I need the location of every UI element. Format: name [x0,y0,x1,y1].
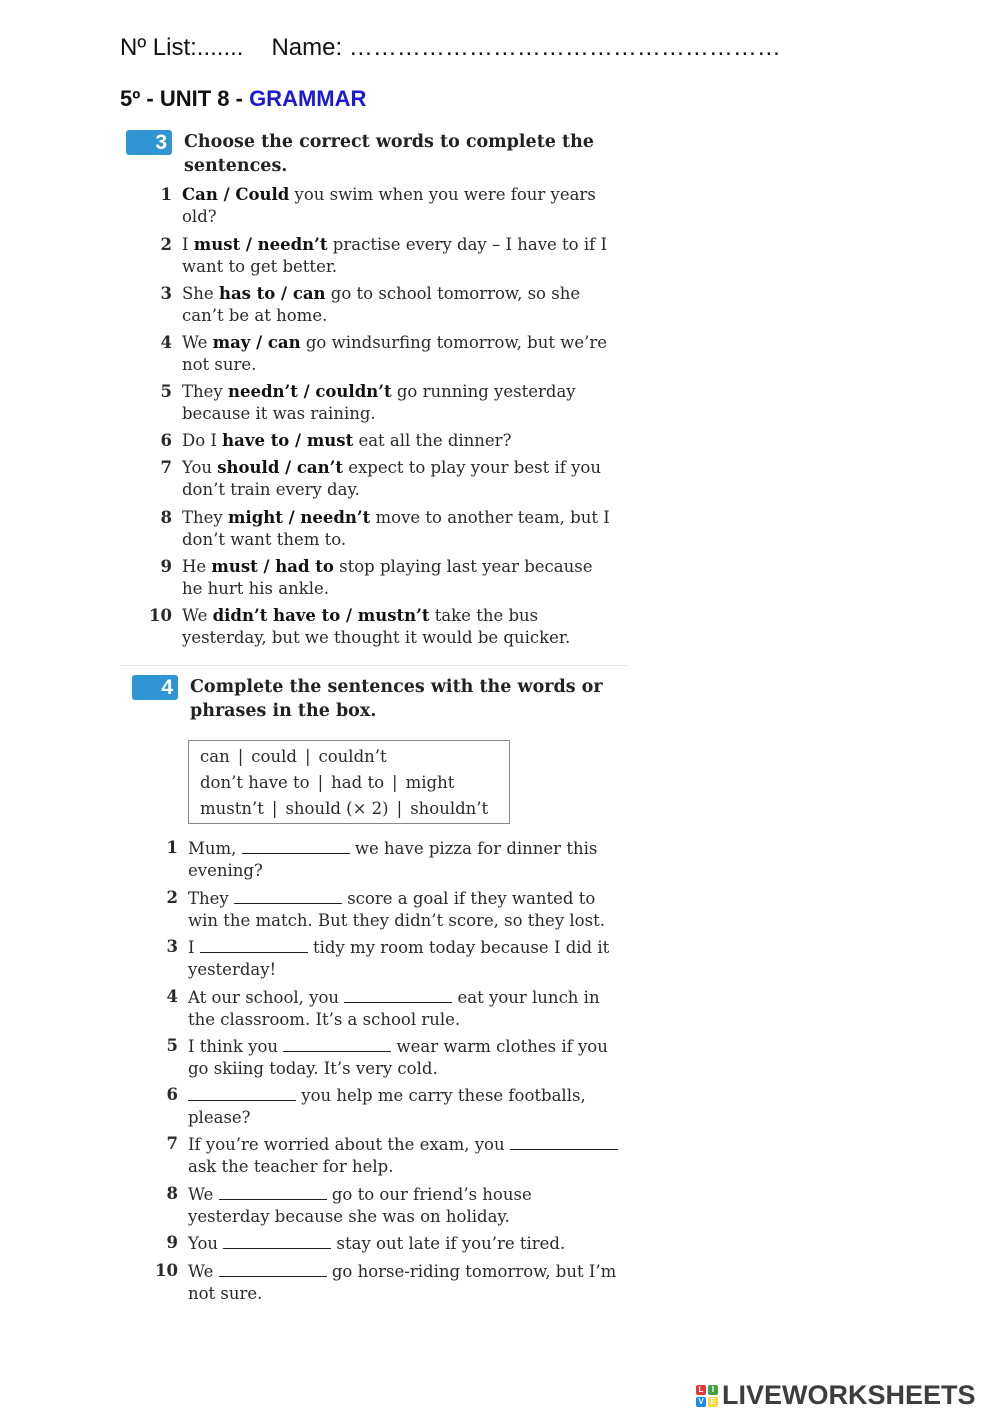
logo-letter: I [708,1385,718,1395]
item-number: 10 [155,1261,178,1280]
word-option: shouldn’t [410,799,489,818]
exercise-3-item [142,507,612,551]
exercise-4-heading [132,675,620,723]
exercise-3-item [142,283,612,327]
item-text: You should / can’t expect to play your best if you don’t train every day. [182,458,601,499]
exercise-3-badge: 3 [126,130,172,155]
choice-options[interactable]: needn’t / couldn’t [227,382,392,401]
word-option: couldn’t [318,747,387,766]
item-text: If you’re worried about the exam, you ask the teacher for help. [188,1133,618,1178]
item-text: Can / Could you swim when you were four years old? [182,185,596,226]
answer-blank[interactable] [510,1133,618,1150]
choice-options[interactable]: may / can [212,333,301,352]
logo-letter: L [696,1385,706,1395]
exercise-4-item [148,1084,618,1129]
name-field[interactable]: Name: ……………………………………………… [271,34,781,61]
item-number: 6 [166,1085,178,1104]
item-text: I tidy my room today because I did it yesterday! [188,938,610,979]
exercise-4-item [148,936,618,981]
choice-options[interactable]: must / needn’t [193,235,328,254]
exercise-4-item [148,1133,618,1178]
item-text: you help me carry these footballs, please? [188,1086,586,1127]
choice-options[interactable]: should / can’t [217,458,343,477]
exercise-3-item [142,184,612,228]
item-text: You stay out late if you’re tired. [188,1234,566,1253]
item-text: They might / needn’t move to another team, but I don’t want them to. [182,508,610,549]
exercise-3-item [142,605,612,649]
page-title [120,86,366,112]
item-text: We go horse-riding tomorrow, but I’m not sure. [188,1262,617,1303]
list-number-field[interactable]: Nº List:....... [120,34,244,61]
item-text: I must / needn’t practise every day – I have to if I want to get better. [182,235,607,276]
item-text: They needn’t / couldn’t go running yesterday because it was raining. [182,382,576,423]
item-text: She has to / can go to school tomorrow, so she can’t be at home. [182,284,581,325]
logo-mark-icon [696,1385,718,1407]
answer-blank[interactable] [200,936,308,953]
item-text: They score a goal if they wanted to win the match. But they didn’t score, so they lost. [188,889,605,930]
exercise-4-item [148,887,618,932]
word-option: can [200,747,230,766]
word-option: should (× 2) [285,799,389,818]
answer-blank[interactable] [219,1183,327,1200]
choice-options[interactable]: have to / must [222,431,354,450]
item-number: 9 [166,1233,178,1252]
exercise-4-item [148,1260,618,1305]
item-number: 5 [160,382,172,401]
item-number: 5 [166,1036,178,1055]
liveworksheets-logo [696,1380,976,1411]
answer-blank[interactable] [242,837,350,854]
item-text: We go to our friend’s house yesterday because she was on holiday. [188,1185,532,1226]
exercise-3-instruction: Choose the correct words to complete the sentences. [184,132,594,176]
item-number: 8 [160,508,172,527]
item-text: I think you wear warm clothes if you go skiing today. It’s very cold. [188,1037,608,1078]
exercise-4-badge: 4 [132,675,178,700]
exercise-3-item [142,556,612,600]
choice-options[interactable]: has to / can [218,284,326,303]
item-number: 2 [160,235,172,254]
word-option: mustn’t [200,799,264,818]
exercise-4-item [148,1035,618,1080]
word-option: might [405,773,455,792]
word-option: could [251,747,297,766]
exercise-4-item [148,1183,618,1228]
exercise-3-heading [126,130,614,178]
exercise-3-item [142,332,612,376]
word-box-row: can | could | couldn’t [200,747,387,766]
item-number: 7 [166,1134,178,1153]
exercise-4-item [148,837,618,882]
item-number: 7 [160,458,172,477]
exercise-3-item [142,234,612,278]
word-box-row: don’t have to | had to | might [200,773,455,792]
item-number: 10 [149,606,172,625]
item-number: 4 [166,987,178,1006]
item-number: 6 [160,431,172,450]
item-number: 2 [166,888,178,907]
title-accent: GRAMMAR [249,86,367,111]
item-text: He must / had to stop playing last year because he hurt his ankle. [182,557,593,598]
exercise-3-item [142,381,612,425]
choice-options[interactable]: Can / Could [182,185,290,204]
item-number: 3 [166,937,178,956]
word-option: don’t have to [200,773,310,792]
exercise-3-item [142,430,612,452]
answer-blank[interactable] [344,986,452,1003]
logo-letter: E [708,1397,718,1407]
word-box [188,740,510,824]
exercise-4-item [148,986,618,1031]
logo-text: LIVEWORKSHEETS [722,1380,976,1410]
item-number: 9 [160,557,172,576]
choice-options[interactable]: might / needn’t [227,508,371,527]
item-text: At our school, you eat your lunch in the classroom. It’s a school rule. [188,988,600,1029]
item-number: 1 [160,185,172,204]
answer-blank[interactable] [283,1035,391,1052]
word-option: had to [331,773,385,792]
word-box-row: mustn’t | should (× 2) | shouldn’t [200,799,489,818]
answer-blank[interactable] [223,1232,331,1249]
choice-options[interactable]: didn’t have to / mustn’t [212,606,430,625]
item-number: 8 [166,1184,178,1203]
item-number: 1 [166,838,178,857]
answer-blank[interactable] [219,1260,327,1277]
item-text: Mum, we have pizza for dinner this evening? [188,839,598,880]
logo-letter: V [696,1397,706,1407]
answer-blank[interactable] [234,887,342,904]
exercise-3-item [142,457,612,501]
item-number: 4 [160,333,172,352]
exercise-4-item [148,1232,618,1255]
item-text: We may / can go windsurfing tomorrow, but we’re not sure. [182,333,607,374]
student-header [120,34,781,62]
item-number: 3 [160,284,172,303]
choice-options[interactable]: must / had to [211,557,334,576]
answer-blank[interactable] [188,1084,296,1101]
item-text: Do I have to / must eat all the dinner? [182,431,512,450]
exercise-4-instruction: Complete the sentences with the words or phrases in the box. [190,677,603,721]
section-divider [120,665,628,666]
title-prefix: 5º - UNIT 8 - [120,86,243,111]
item-text: We didn’t have to / mustn’t take the bus yesterday, but we thought it would be quicker. [182,606,571,647]
